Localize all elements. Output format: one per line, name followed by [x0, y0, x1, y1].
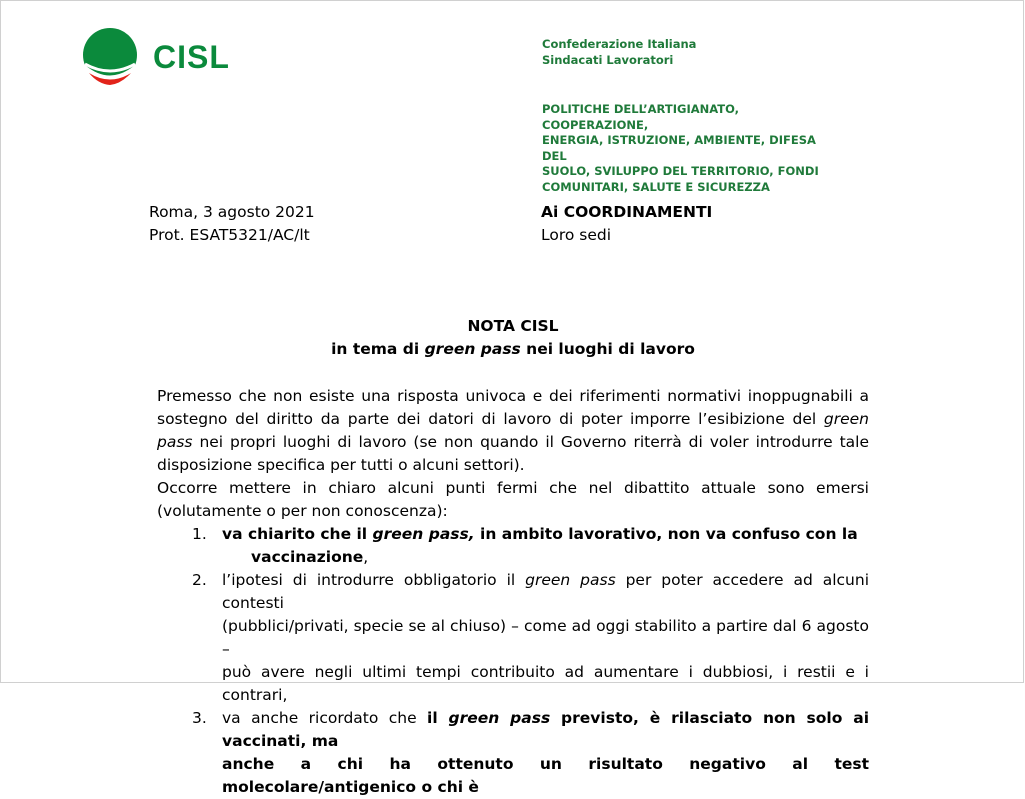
- list-item: [157, 707, 869, 799]
- list-item-punctuation: ,: [363, 548, 369, 566]
- department-line-3: SUOLO, SVILUPPO DEL TERRITORIO, FONDI: [542, 164, 819, 178]
- note-title-emphasis: green pass: [424, 340, 521, 358]
- paragraph-premise-text: Premesso che non esiste una risposta univoca e dei riferimenti normativi inoppugnabili a sostegno del diritto da parte dei datori di lavoro di poter imporre l’esibizione del: [157, 387, 869, 428]
- list-item: [157, 523, 869, 569]
- cisl-logo: [81, 28, 230, 86]
- department-name: [542, 102, 842, 195]
- note-title-text-end: nei luoghi di lavoro: [520, 340, 695, 358]
- list-item-emphasis: green pass: [525, 571, 616, 589]
- list-item-text: va anche ricordato che: [222, 709, 428, 727]
- paragraph-premise-text-end: nei propri luoghi di lavoro (se non quando il Governo riterrà di voler introdurre tale disposizione specifica per tutti o alcuni settori).: [157, 433, 869, 474]
- cisl-logo-icon: [81, 28, 139, 86]
- list-item-line: anche a chi ha ottenuto un risultato negativo al test molecolare/antigenico o chi è: [222, 755, 869, 796]
- points-list: [157, 523, 869, 799]
- list-item-bold: vaccinazione: [251, 548, 364, 566]
- paragraph-intro: Occorre mettere in chiaro alcuni punti fermi che nel dibattito attuale sono emersi (volutamente o per non conoscenza):: [157, 479, 869, 520]
- note-title: [1, 315, 1025, 361]
- note-title-text: in tema di: [331, 340, 425, 358]
- organization-line-1: Confederazione Italiana: [542, 37, 697, 51]
- department-line-4: COMUNITARI, SALUTE E SICUREZZA: [542, 179, 770, 194]
- organization-name: [542, 37, 696, 68]
- organization-line-2: Sindacati Lavoratori: [542, 52, 674, 67]
- list-item-text: l’ipotesi di introdurre obbligatorio il: [222, 571, 526, 589]
- protocol-number: Prot. ESAT5321/AC/lt: [149, 226, 310, 244]
- list-item-line: [222, 707, 869, 753]
- list-item-bold: il: [427, 709, 449, 727]
- list-item-number: 3.: [192, 709, 207, 727]
- recipient-name: Ai COORDINAMENTI: [541, 203, 713, 221]
- list-item-line: [222, 523, 869, 546]
- note-title-line-1: NOTA CISL: [467, 317, 559, 335]
- list-item: [157, 569, 869, 707]
- list-item-line: può avere negli ultimi tempi contribuito ad aumentare i dubbiosi, i restii e i contrari,: [222, 663, 869, 704]
- letter-date: Roma, 3 agosto 2021: [149, 203, 315, 221]
- note-body: [157, 385, 869, 799]
- note-title-line-2: [1, 338, 1025, 361]
- list-item-text-end: per poter accedere ad alcuni contesti: [222, 571, 869, 612]
- list-item-emphasis: green pass,: [372, 525, 475, 543]
- list-item-emphasis: green pass: [448, 709, 551, 727]
- paragraph-premise: [157, 385, 869, 477]
- paragraph-premise-emphasis: green pass: [157, 410, 869, 451]
- recipient-location: Loro sedi: [541, 226, 612, 244]
- department-line-1: POLITICHE DELL’ARTIGIANATO, COOPERAZIONE,: [542, 102, 739, 132]
- recipient-block: [541, 201, 712, 247]
- list-item-line: [222, 569, 869, 615]
- list-item-number: 2.: [192, 571, 207, 589]
- department-line-2: ENERGIA, ISTRUZIONE, AMBIENTE, DIFESA DEL: [542, 133, 816, 163]
- list-item-line: (pubblici/privati, specie se al chiuso) – come ad oggi stabilito a partire dal 6 agosto –: [222, 617, 869, 658]
- letter-reference: [149, 201, 315, 247]
- list-item-text: va chiarito che il: [222, 525, 373, 543]
- cisl-logo-text: CISL: [153, 38, 230, 75]
- list-item-line: [222, 546, 869, 569]
- list-item-bold-end: previsto, è rilasciato non solo ai vaccinati, ma: [222, 709, 870, 750]
- list-item-text-end: in ambito lavorativo, non va confuso con la: [474, 525, 858, 543]
- list-item-number: 1.: [192, 525, 207, 543]
